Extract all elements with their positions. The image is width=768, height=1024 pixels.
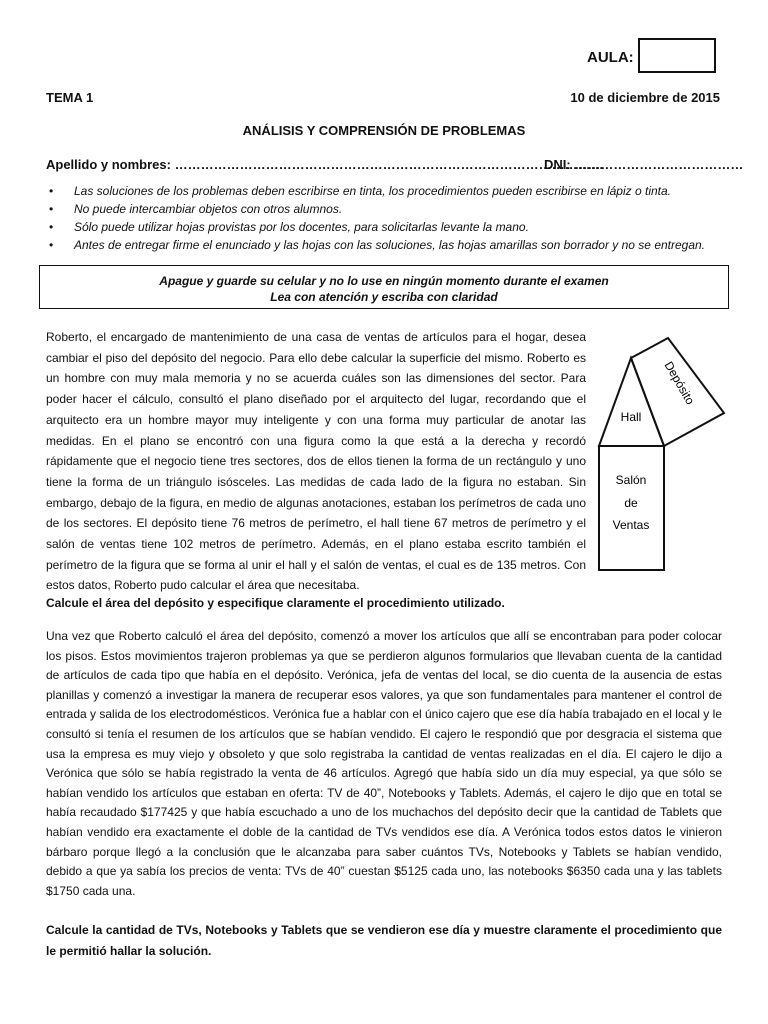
- salon-label-1: Salón: [615, 473, 647, 487]
- rule-item: • Las soluciones de los problemas deben escribirse en tinta, los procedimientos pueden escribirse en lápiz o tinta.: [46, 182, 736, 200]
- problem-2-text: Una vez que Roberto calculó el área del depósito, comenzó a mover los artículos que allí se encontraban para poder colocar los pisos. Estos movimientos trajeron problemas ya que se perdieron algunos formularios que llevaban cuenta de la cantidad de artículos de cada tipo que había en el depósito. Verónica, jefa de ventas del local, se dio cuenta de la ausencia de estas planillas y comenzó a investigar la manera de recuperar esos valores, ya que son fundamentales para mantener el control de entrada y salida de los electrodomésticos. Verónica fue a hablar con el único cajero que ese día había trabajado en el local y le consultó si tenía el resumen de los artículos que se habían vendido. El cajero le respondió que por desgracia el sistema que usa la empresa es muy viejo y obsoleto y que solo registraba la cantidad de ventas realizadas en el día. El cajero le dijo a Verónica que sólo se había registrado la venta de 46 artículos. Agregó que había sido un día muy especial, ya que sólo se habían vendido los artículos que estaban en oferta: TV de 40”, Notebooks y Tablets. Además, el cajero le dijo que en total se había recaudado $177425 y que había escuchado a uno de los muchachos del depósito decir que la cantidad de Tablets que habían vendido era exactamente el doble de la cantidad de TVs vendidos ese día. A Verónica todos estos datos le vinieron bárbaro porque llegó a la conclusión que le alcanzaba para saber cuántos TVs, Notebooks y Tablets se habían vendido, debido a que ya sabía los precios de venta: TVs de 40” cuestan $5125 cada uno, las notebooks $6350 cada una y las tablets $1750 cada una.: [46, 629, 722, 898]
- dni-field[interactable]: DNI: …………………………………: [544, 157, 744, 172]
- aula-box[interactable]: [638, 38, 716, 73]
- salon-label-3: Ventas: [612, 518, 650, 532]
- notice-line-1: Apague y guarde su celular y no lo use en ningún momento durante el examen: [159, 274, 609, 288]
- rules-list: [46, 182, 736, 254]
- aula-label: AULA:: [587, 49, 634, 66]
- notice-box: [39, 265, 729, 309]
- notice-line-2: Lea con atención y escriba con claridad: [270, 290, 498, 304]
- problem-2-question: Calcule la cantidad de TVs, Notebooks y Tablets que se vendieron ese día y muestre claramente el procedimiento que le permitió hallar la solución.: [46, 923, 722, 958]
- problem-1-question: Calcule el área del depósito y especifique claramente el procedimiento utilizado.: [46, 596, 505, 610]
- name-field[interactable]: Apellido y nombres: ………………………………………………………………………………………: [46, 157, 604, 172]
- exam-date: 10 de diciembre de 2015: [570, 90, 720, 105]
- rule-item: • Sólo puede utilizar hojas provistas por los docentes, para solicitarlas levante la mano.: [46, 218, 736, 236]
- hall-label: Hall: [620, 410, 642, 424]
- deposito-label: Depósito: [661, 358, 698, 408]
- page-title: ANÁLISIS Y COMPRENSIÓN DE PROBLEMAS: [242, 123, 526, 138]
- floor-plan-figure: [590, 330, 740, 580]
- tema-label: TEMA 1: [46, 90, 94, 105]
- rule-item: • No puede intercambiar objetos con otros alumnos.: [46, 200, 736, 218]
- rule-item: • Antes de entregar firme el enunciado y las hojas con las soluciones, las hojas amarillas son borrador y no se entregan.: [46, 236, 736, 254]
- problem-1-text: Roberto, el encargado de mantenimiento de una casa de ventas de artículos para el hogar, desea cambiar el piso del depósito del negocio. Para ello debe calcular la superficie del mismo. Roberto es un hombre con muy mala memoria y no se acuerda cuáles son las dimensiones del sector. Para poder hacer el cálculo, consultó el plano diseñado por el arquitecto del lugar, recordando que el arquitecto era un hombre mayor muy inteligente y con una forma muy particular de anotar las medidas. En el plano se encontró con una figura como la que está a la derecha y recordó rápidamente que el negocio tiene tres sectores, dos de ellos tienen la forma de un rectángulo y uno tiene la forma de un triángulo isósceles. Las medidas de cada lado de la figura no estaban. Sin embargo, debajo de la figura, en medio de algunas anotaciones, estaban los perímetros de cada uno de los sectores. El depósito tiene 76 metros de perímetro, el hall tiene 67 metros de perímetro y el salón de ventas tiene 102 metros de perímetro. Además, en el plano estaba escrito también el perímetro de la figura que se forma al unir el hall y el salón de ventas, el cual es de 135 metros. Con estos datos, Roberto pudo calcular el área que necesitaba.: [46, 330, 586, 593]
- salon-label-2: de: [624, 496, 638, 510]
- hall-triangle: [599, 358, 664, 446]
